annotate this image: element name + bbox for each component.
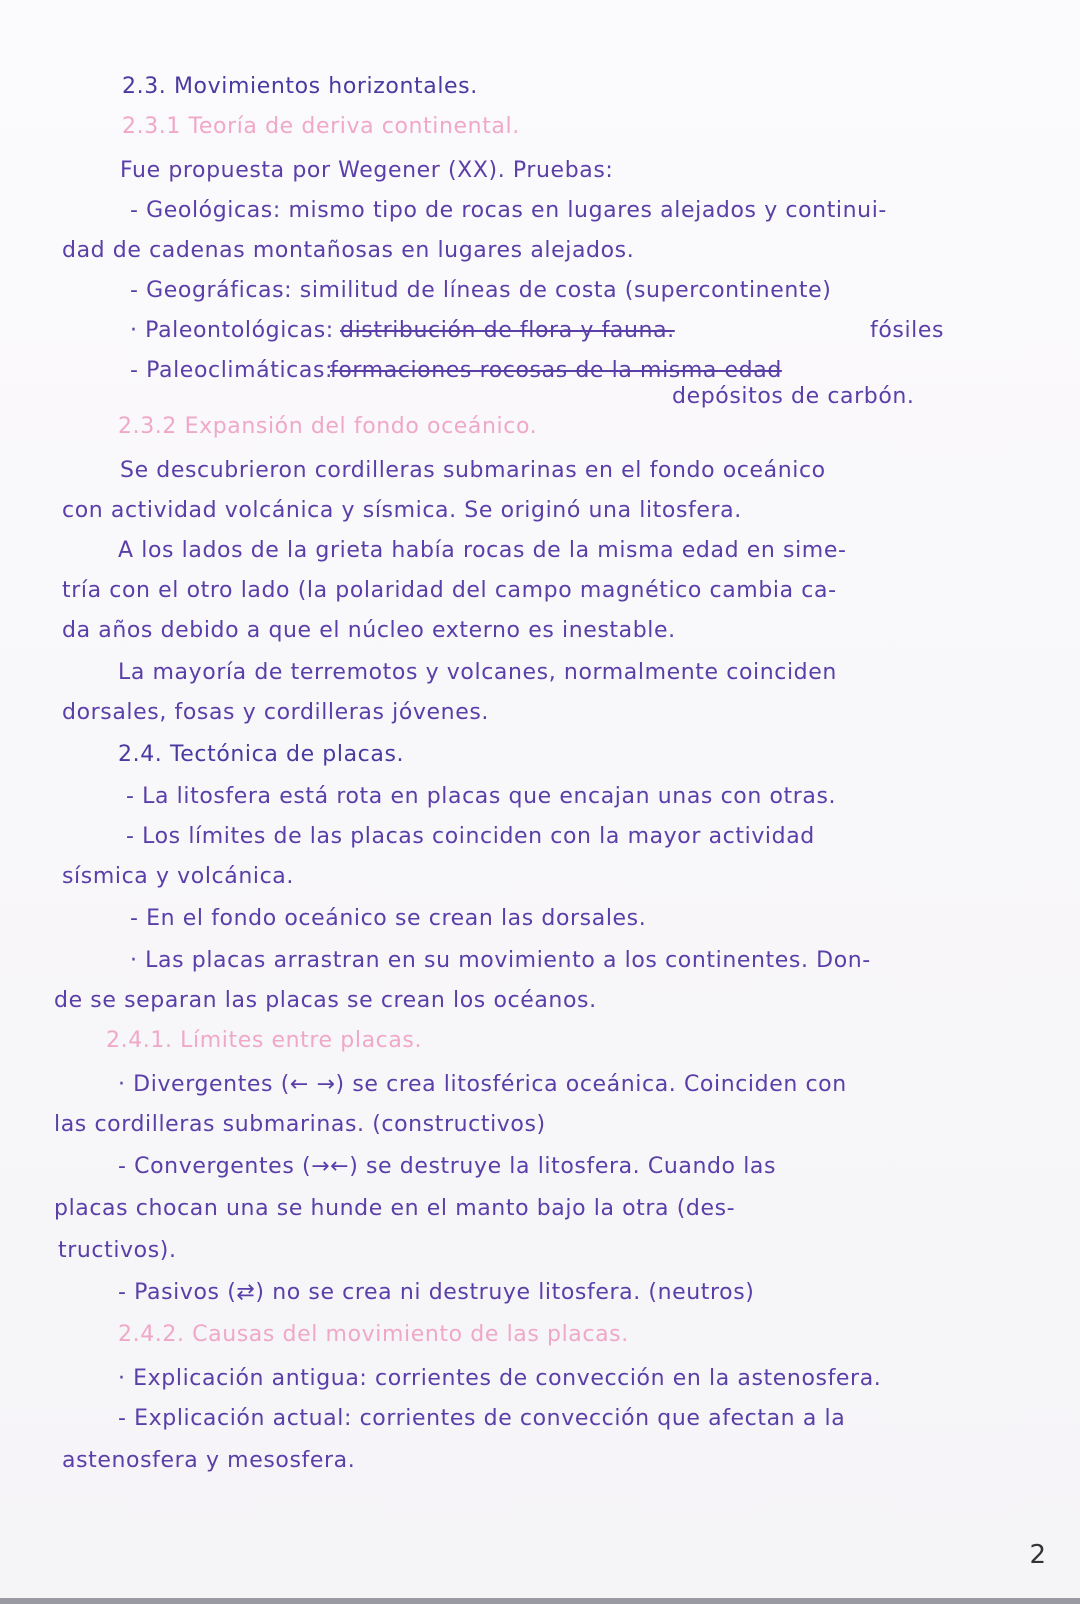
text-line: da años debido a que el núcleo externo es inestable. — [62, 618, 676, 643]
text-line: - Los límites de las placas coinciden con la mayor actividad — [126, 824, 815, 849]
text-line: - La litosfera está rota en placas que encajan unas con otras. — [126, 784, 837, 809]
text-line: placas chocan una se hunde en el manto bajo la otra (des- — [54, 1196, 736, 1221]
subsection-heading: 2.4.2. Causas del movimiento de las placas. — [118, 1322, 629, 1347]
text-line: de se separan las placas se crean los océanos. — [54, 988, 597, 1013]
section-heading: 2.4. Tectónica de placas. — [118, 742, 405, 767]
struck-text: distribución de flora y fauna. — [340, 318, 675, 343]
text-line: dad de cadenas montañosas en lugares alejados. — [62, 238, 635, 263]
text-line: Se descubrieron cordilleras submarinas en el fondo oceánico — [120, 458, 826, 483]
text-line: · Paleontológicas: — [130, 318, 334, 343]
page-bottom-edge — [0, 1598, 1080, 1604]
text-line: - En el fondo oceánico se crean las dorsales. — [130, 906, 647, 931]
text-line: las cordilleras submarinas. (constructivos) — [54, 1112, 546, 1137]
section-heading: 2.3. Movimientos horizontales. — [122, 74, 478, 99]
text-line: La mayoría de terremotos y volcanes, normalmente coinciden — [118, 660, 837, 685]
subsection-heading: 2.3.2 Expansión del fondo oceánico. — [118, 414, 538, 439]
text-line: con actividad volcánica y sísmica. Se originó una litosfera. — [62, 498, 742, 523]
text-line: Fue propuesta por Wegener (XX). Pruebas: — [120, 158, 614, 183]
text-line: A los lados de la grieta había rocas de la misma edad en sime- — [118, 538, 847, 563]
page-number: 2 — [1029, 1540, 1046, 1570]
text-line: astenosfera y mesosfera. — [62, 1448, 356, 1473]
text-line: sísmica y volcánica. — [62, 864, 294, 889]
text-line: fósiles — [870, 318, 945, 343]
text-line: · Las placas arrastran en su movimiento a los continentes. Don- — [130, 948, 871, 973]
text-line: - Geológicas: mismo tipo de rocas en lugares alejados y continui- — [130, 198, 887, 223]
text-line: dorsales, fosas y cordilleras jóvenes. — [62, 700, 490, 725]
struck-text: formaciones rocosas de la misma edad — [330, 358, 782, 383]
text-line: - Convergentes (→←) se destruye la litosfera. Cuando las — [118, 1154, 777, 1179]
text-line: tría con el otro lado (la polaridad del campo magnético cambia ca- — [62, 578, 837, 603]
subsection-heading: 2.3.1 Teoría de deriva continental. — [122, 114, 520, 139]
text-line: - Explicación actual: corrientes de convección que afectan a la — [118, 1406, 846, 1431]
text-line: - Paleoclimáticas: — [130, 358, 334, 383]
text-line: - Pasivos (⇄) no se crea ni destruye litosfera. (neutros) — [118, 1280, 755, 1305]
text-line: · Divergentes (← →) se crea litosférica oceánica. Coinciden con — [118, 1072, 847, 1097]
subsection-heading: 2.4.1. Límites entre placas. — [106, 1028, 423, 1053]
text-line: · Explicación antigua: corrientes de convección en la astenosfera. — [118, 1366, 882, 1391]
text-line: depósitos de carbón. — [672, 384, 915, 409]
text-line: tructivos). — [58, 1238, 177, 1263]
text-line: - Geográficas: similitud de líneas de costa (supercontinente) — [130, 278, 832, 303]
